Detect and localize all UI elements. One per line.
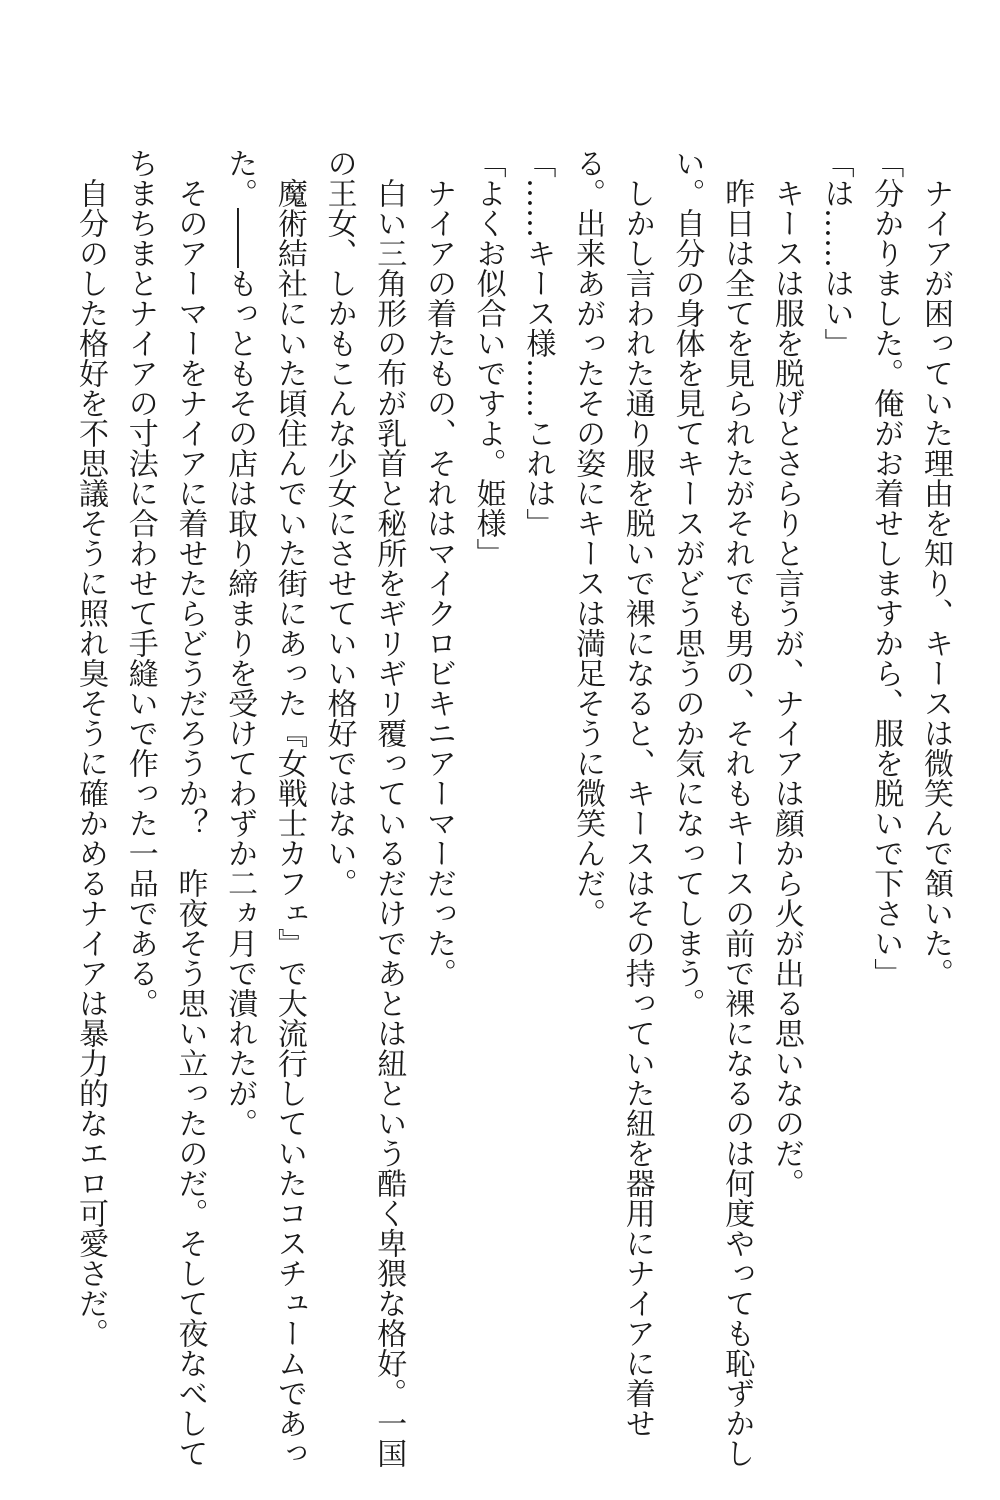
- text-line: 白い三角形の布が乳首と秘所をギリギリ覆っているだけであとは紐という酷く卑猥な格好。一国: [371, 148, 407, 1468]
- text-line: そのアーマーをナイアに着せたらどうだろうか？ 昨夜そう思い立ったのだ。そして夜なべして: [172, 148, 208, 1468]
- text-line: た。――もっともその店は取り締まりを受けてわずか二ヵ月で潰れたが。: [222, 148, 258, 1138]
- text-line: の王女、しかもこんな少女にさせていい格好ではない。: [321, 148, 357, 898]
- text-line: 「よくお似合いですよ。姫様」: [470, 148, 506, 568]
- text-line: る。出来あがったその姿にキースは満足そうに微笑んだ。: [570, 148, 606, 928]
- text-line: ナイアの着たもの、それはマイクロビキニアーマーだった。: [420, 148, 456, 988]
- vertical-text-body: [65, 148, 960, 1468]
- text-line: 魔術結社にいた頃住んでいた街にあった『女戦士カフェ』で大流行していたコスチュームであっ: [271, 148, 307, 1468]
- text-line: 自分のした格好を不思議そうに照れ臭そうに確かめるナイアは暴力的なエロ可愛さだ。: [73, 148, 109, 1348]
- text-line: 昨日は全てを見られたがそれでも男の、それもキースの前で裸になるのは何度やっても恥ずかし: [719, 148, 755, 1468]
- text-line: い。自分の身体を見てキースがどう思うのか気になってしまう。: [669, 148, 705, 1018]
- text-line: 「分かりました。俺がお着せしますから、服を脱いで下さい」: [868, 148, 904, 988]
- text-line: ナイアが困っていた理由を知り、キースは微笑んで頷いた。: [918, 148, 953, 988]
- text-line: しかし言われた通り服を脱いで裸になると、キースはその持っていた紐を器用にナイアに着せ: [619, 148, 655, 1438]
- text-line: ちまちまとナイアの寸法に合わせて手縫いで作った一品である。: [122, 148, 158, 1018]
- text-line: キースは服を脱げとさらりと言うが、ナイアは顔から火が出る思いなのだ。: [768, 148, 804, 1198]
- text-line: 「……キース様……これは」: [520, 148, 556, 538]
- text-line: 「は……はい」: [818, 148, 854, 358]
